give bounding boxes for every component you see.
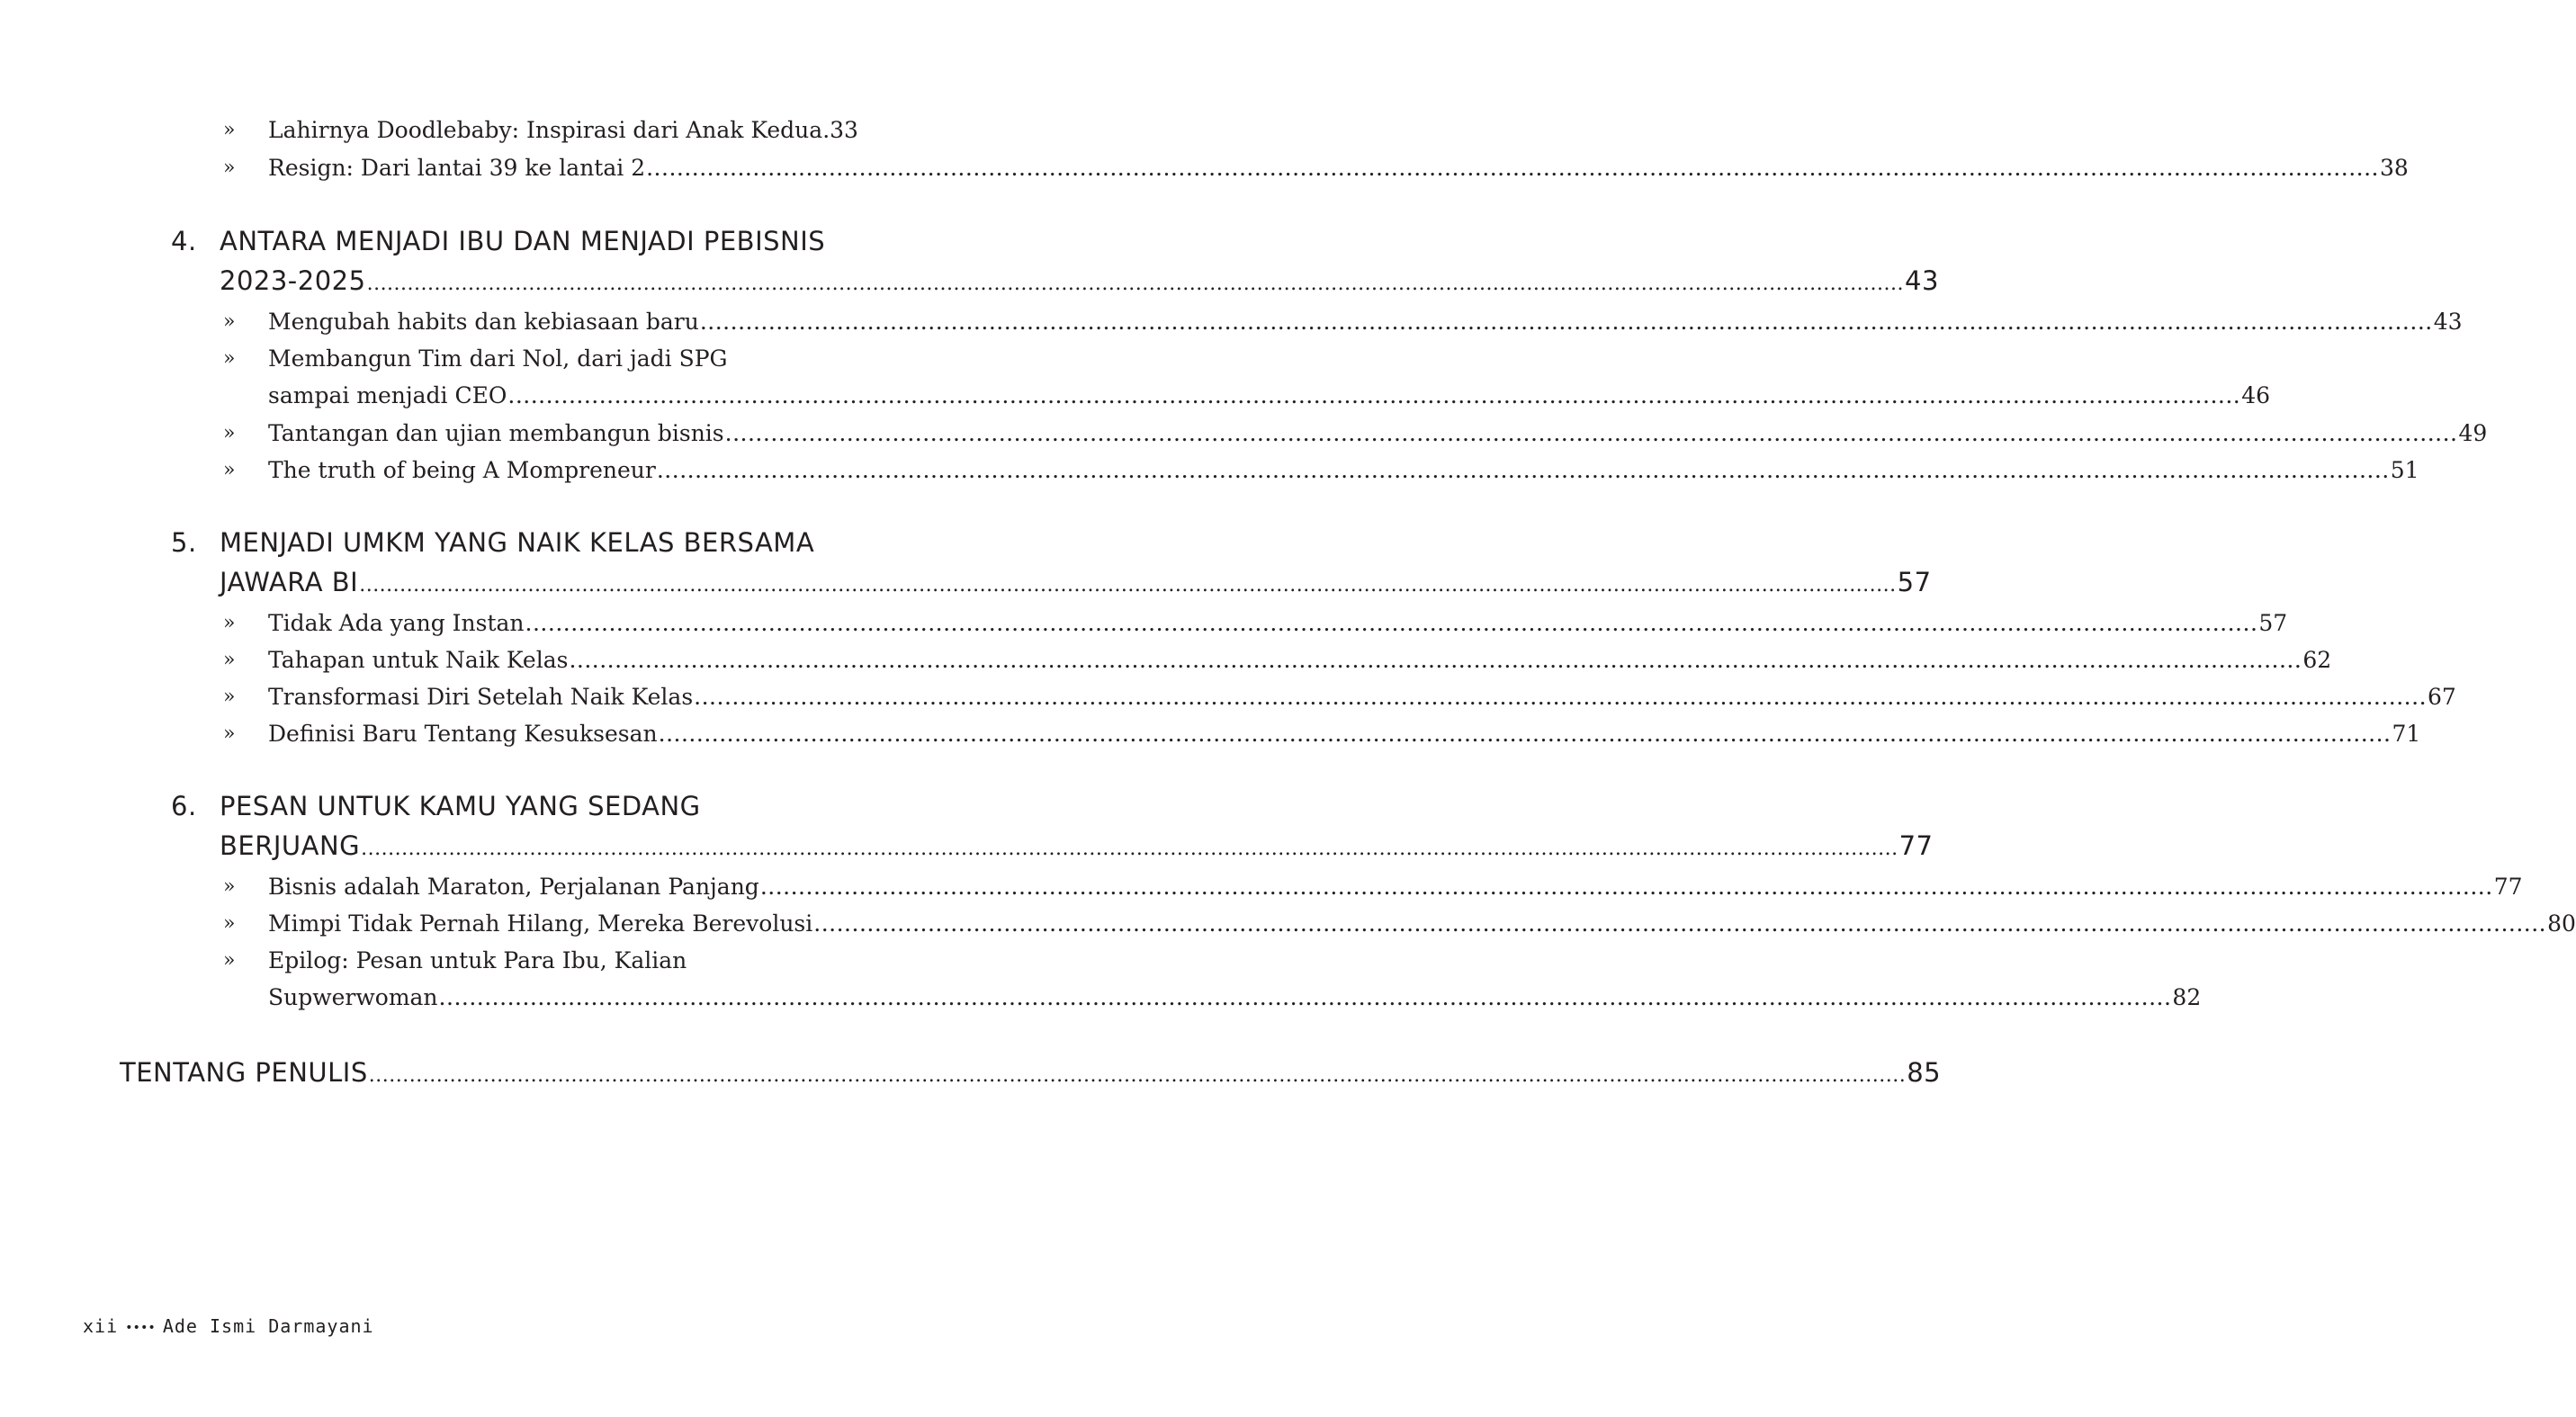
entry-page: .33: [822, 117, 858, 143]
entry-page: 51: [2390, 457, 2419, 483]
toc-entry[interactable]: [223, 868, 2523, 905]
leader-dots: [525, 605, 2258, 641]
author-name: Ade Ismi Darmayani: [162, 1315, 374, 1337]
entry-title: The truth of being A Mompreneur: [268, 457, 656, 483]
leader-dots: [439, 979, 2172, 1016]
entry-title: Tahapan untuk Naik Kelas: [268, 647, 569, 673]
about-title: TENTANG PENULIS: [120, 1057, 368, 1088]
chapter-title: MENJADI UMKM YANG NAIK KELAS BERSAMA: [220, 527, 815, 558]
leader-dots: [694, 678, 2427, 715]
bullet-icon: »: [223, 612, 236, 634]
toc-entry[interactable]: [223, 678, 2456, 715]
chapter-page: 57: [1897, 567, 1932, 597]
bullet-icon: »: [223, 459, 236, 481]
bullet-icon: »: [223, 722, 236, 745]
leader-dots: [359, 566, 1896, 605]
page-footer: [83, 1315, 374, 1337]
entry-title: Epilog: Pesan untuk Para Ibu, Kalian: [268, 947, 687, 973]
leader-dots: [369, 1056, 1906, 1096]
bullet-icon: »: [223, 649, 236, 671]
entry-title: Tantangan dan ujian membangun bisnis: [268, 420, 724, 446]
chapter-number: 4.: [171, 226, 197, 256]
toc-entry[interactable]: [223, 340, 2271, 414]
chapter-title: PESAN UNTUK KAMU YANG SEDANG: [220, 791, 701, 821]
chapter-title: BERJUANG: [220, 830, 361, 861]
chapter-number: 5.: [171, 527, 197, 558]
leader-dots: [367, 265, 1904, 304]
entry-page: 77: [2493, 874, 2523, 900]
separator-dots: ••••: [125, 1320, 156, 1335]
entry-title: Resign: Dari lantai 39 ke lantai 2: [268, 155, 646, 181]
bullet-icon: »: [223, 310, 236, 333]
leader-dots: [657, 452, 2390, 489]
toc-entry[interactable]: [223, 905, 2576, 942]
leader-dots: [813, 905, 2546, 942]
about-author-heading[interactable]: [120, 1053, 1942, 1096]
entry-title: Membangun Tim dari Nol, dari jadi SPG: [268, 345, 728, 372]
toc-entry[interactable]: [223, 641, 2332, 678]
entry-page: 49: [2458, 420, 2488, 446]
entry-page: 67: [2428, 684, 2456, 710]
bullet-icon: »: [223, 949, 236, 972]
bullet-icon: »: [223, 912, 236, 935]
leader-dots: [646, 149, 2379, 186]
leader-dots: [507, 377, 2240, 414]
entry-title: Definisi Baru Tentang Kesuksesan: [268, 721, 658, 747]
bullet-icon: »: [223, 422, 236, 444]
leader-dots: [700, 303, 2433, 340]
toc-entry[interactable]: [223, 112, 858, 148]
chapter-number: 6.: [171, 791, 197, 821]
chapter-title: JAWARA BI: [220, 567, 359, 597]
chapter-heading[interactable]: [171, 523, 1932, 602]
entry-title: Bisnis adalah Maraton, Perjalanan Panjang: [268, 874, 759, 900]
leader-dots: [760, 868, 2493, 905]
entry-title: Mengubah habits dan kebiasaan baru: [268, 309, 699, 335]
toc-entry[interactable]: [223, 452, 2419, 489]
entry-title: sampai menjadi CEO: [268, 382, 507, 408]
entry-page: 80: [2547, 910, 2576, 937]
entry-title: Transformasi Diri Setelah Naik Kelas: [268, 684, 694, 710]
toc-entry[interactable]: [223, 605, 2288, 641]
chapter-title: ANTARA MENJADI IBU DAN MENJADI PEBISNIS: [220, 226, 826, 256]
bullet-icon: »: [223, 119, 236, 141]
leader-dots: [569, 641, 2302, 678]
leader-dots: [725, 415, 2458, 452]
entry-title: Mimpi Tidak Pernah Hilang, Mereka Berevolusi: [268, 910, 813, 937]
bullet-icon: »: [223, 875, 236, 898]
entry-title: Lahirnya Doodlebaby: Inspirasi dari Anak Kedua: [268, 117, 823, 143]
entry-page: 82: [2172, 984, 2202, 1010]
bullet-icon: »: [223, 347, 236, 370]
page-number: xii: [83, 1315, 119, 1337]
leader-dots: [659, 715, 2392, 752]
entry-page: 62: [2302, 647, 2332, 673]
entry-page: 43: [2433, 309, 2463, 335]
toc-entry[interactable]: [223, 149, 2409, 186]
chapter-title: 2023-2025: [220, 265, 366, 296]
about-page: 85: [1907, 1057, 1942, 1088]
entry-title: Tidak Ada yang Instan: [268, 610, 525, 636]
leader-dots: [361, 830, 1898, 869]
toc-entry[interactable]: [223, 942, 2202, 1016]
chapter-page: 77: [1898, 830, 1934, 861]
toc-entry[interactable]: [223, 303, 2463, 340]
chapter-page: 43: [1905, 265, 1939, 296]
bullet-icon: »: [223, 157, 236, 179]
toc-entry[interactable]: [223, 415, 2488, 452]
chapter-heading[interactable]: [171, 221, 1939, 300]
bullet-icon: »: [223, 686, 236, 708]
entry-page: 71: [2392, 721, 2421, 747]
chapter-heading[interactable]: [171, 786, 1934, 865]
entry-page: 38: [2379, 155, 2409, 181]
entry-page: 46: [2241, 382, 2271, 408]
entry-title: Supwerwoman: [268, 984, 438, 1010]
entry-page: 57: [2258, 610, 2288, 636]
toc-entry[interactable]: [223, 715, 2421, 752]
